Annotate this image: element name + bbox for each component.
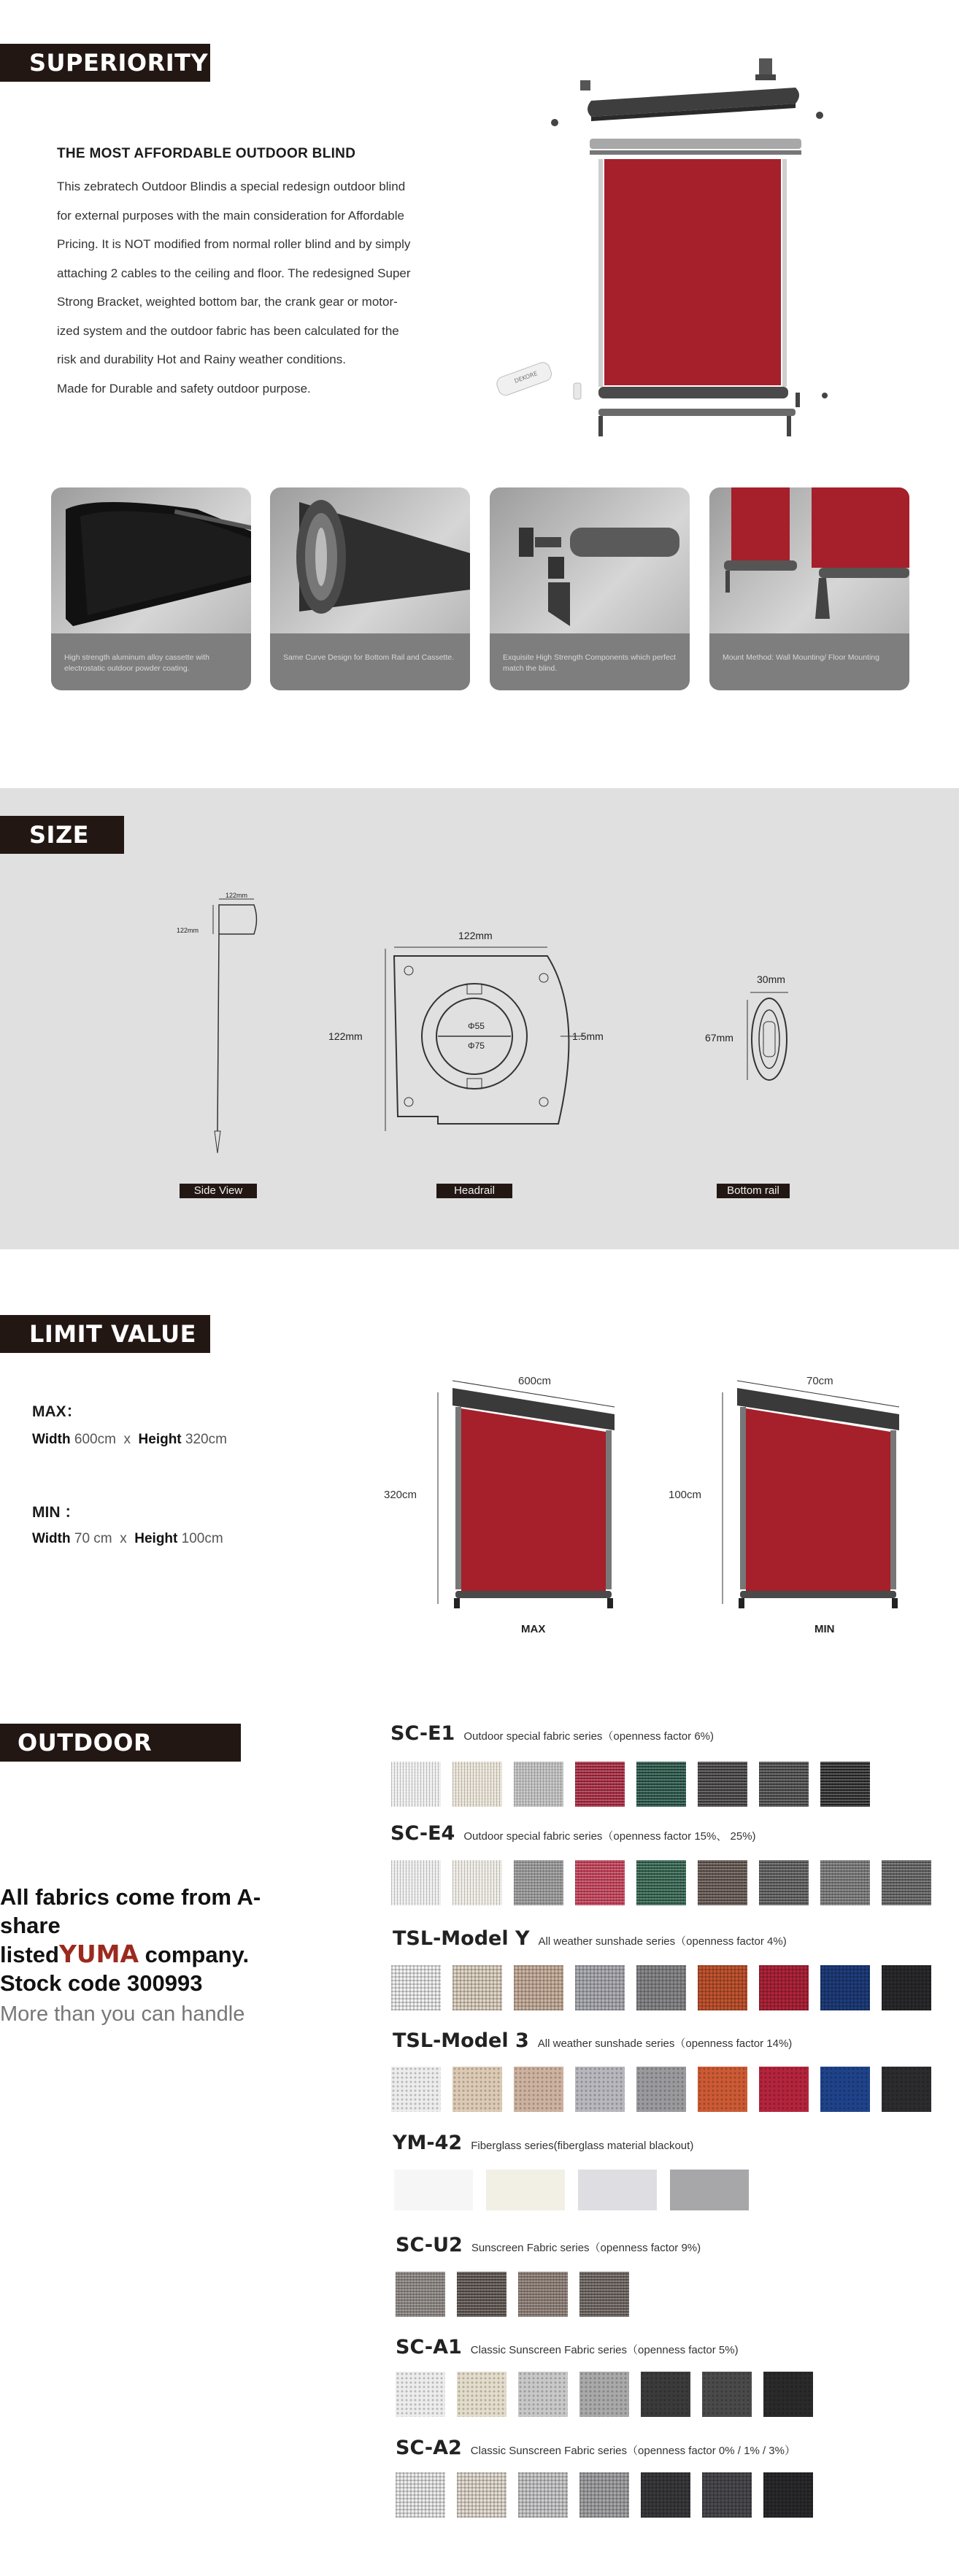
- intro-paragraph: [57, 172, 462, 403]
- intro-line: for external purposes with the main consideration for Affordable: [57, 208, 404, 223]
- fabric-series-code: YM-42: [393, 2132, 463, 2154]
- fabric-origin-line2: listedYUMA company.: [0, 1940, 250, 1968]
- fabric-swatch[interactable]: [575, 2067, 625, 2112]
- fabric-swatch[interactable]: [514, 2067, 563, 2112]
- fabric-swatch[interactable]: [391, 1965, 441, 2010]
- fabric-swatch[interactable]: [636, 1762, 686, 1807]
- fabric-series-description: All weather sunshade series（openness factor 14%): [537, 2037, 793, 2050]
- fabric-series-title: [396, 2234, 701, 2256]
- fabric-swatch[interactable]: [763, 2372, 813, 2417]
- fabric-swatch[interactable]: [759, 1965, 809, 2010]
- fabric-swatch-row: [391, 2067, 943, 2112]
- bottom-rail-height: 67mm: [705, 1032, 733, 1044]
- side-view-label: Side View: [180, 1184, 257, 1198]
- fabric-series-title: [393, 2029, 792, 2052]
- max-height-label: Height: [138, 1432, 182, 1447]
- fabric-series-description: Classic Sunscreen Fabric series（openness factor 0% / 1% / 3%）: [470, 2445, 796, 2457]
- fabric-origin-line1: All fabrics come from A-share: [0, 1884, 261, 1938]
- side-view-height: 122mm: [177, 927, 199, 934]
- fabric-swatch[interactable]: [575, 1860, 625, 1905]
- size-tag: SIZE: [0, 816, 124, 854]
- fabric-swatch[interactable]: [452, 1965, 502, 2010]
- bottom-rail-width: 30mm: [757, 973, 785, 985]
- fabric-swatch[interactable]: [636, 1860, 686, 1905]
- min-height-value: 100cm: [177, 1531, 223, 1546]
- intro-line: Pricing. It is NOT modified from normal roller blind and by simply: [57, 237, 411, 251]
- bottom-rail-drawing: [737, 978, 810, 1095]
- fabric-series-title: [390, 1722, 714, 1745]
- intro-line: Strong Bracket, weighted bottom bar, the crank gear or motor-: [57, 295, 398, 309]
- remote-label: DEKORE: [513, 370, 539, 385]
- max-blind-illustration: [423, 1372, 628, 1635]
- fabric-swatch[interactable]: [514, 1860, 563, 1905]
- intro-line: This zebratech Outdoor Blindis a special redesign outdoor blind: [57, 180, 406, 193]
- fabric-swatch[interactable]: [394, 2170, 473, 2210]
- fabric-swatch-row: [396, 2372, 825, 2417]
- fabric-swatch[interactable]: [578, 2170, 657, 2210]
- side-view-width: 122mm: [226, 892, 248, 899]
- fabric-swatch[interactable]: [396, 2472, 445, 2518]
- max-blind-caption: MAX: [521, 1623, 546, 1635]
- fabric-swatch[interactable]: [759, 2067, 809, 2112]
- fabric-swatch-row: [391, 1965, 943, 2010]
- headrail-inner-diameter: Φ55: [468, 1021, 485, 1031]
- fabric-swatch[interactable]: [702, 2372, 752, 2417]
- fabric-swatch[interactable]: [518, 2372, 568, 2417]
- fabric-swatch[interactable]: [759, 1762, 809, 1807]
- fabric-swatch[interactable]: [636, 2067, 686, 2112]
- min-blind-caption: MIN: [814, 1623, 835, 1635]
- superiority-tag: SUPERIORITY: [0, 44, 210, 82]
- fabric-series-title: [393, 1927, 787, 1950]
- fabric-swatch[interactable]: [579, 2472, 629, 2518]
- fabric-swatch[interactable]: [396, 2272, 445, 2317]
- fabric-swatch[interactable]: [820, 1965, 870, 2010]
- fabric-swatch[interactable]: [457, 2372, 507, 2417]
- max-label: MAX：: [32, 1403, 82, 1420]
- fabric-swatch[interactable]: [391, 1860, 441, 1905]
- max-dimensions: [32, 1432, 227, 1448]
- fabric-swatch[interactable]: [882, 2067, 931, 2112]
- fabric-series-description: Outdoor special fabric series（openness factor 15%、 25%): [463, 1830, 756, 1843]
- fabric-swatch[interactable]: [579, 2272, 629, 2317]
- intro-heading: THE MOST AFFORDABLE OUTDOOR BLIND: [57, 146, 356, 161]
- feature-card-mounting: [709, 487, 909, 690]
- max-height-value: 320cm: [181, 1432, 227, 1447]
- fabric-swatch[interactable]: [670, 2170, 749, 2210]
- fabric-series-code: SC-A1: [396, 2336, 462, 2359]
- fabric-swatch[interactable]: [452, 1860, 502, 1905]
- fabric-series-code: SC-A2: [396, 2437, 462, 2459]
- headrail-outer-diameter: Φ75: [468, 1041, 485, 1051]
- fabric-series-code: TSL-Model 3: [393, 2029, 529, 2052]
- fabric-swatch-row: [394, 2170, 762, 2210]
- max-blind-width: 600cm: [518, 1375, 552, 1387]
- fabric-swatch[interactable]: [698, 2067, 747, 2112]
- feature-caption: Exquisite High Strength Components which perfect match the blind.: [490, 633, 690, 690]
- fabric-swatch-row: [396, 2272, 641, 2317]
- fabric-swatch[interactable]: [575, 1965, 625, 2010]
- fabric-series-description: Outdoor special fabric series（openness factor 6%): [463, 1730, 714, 1743]
- times-sign: x: [123, 1432, 131, 1447]
- fabric-swatch[interactable]: [820, 1762, 870, 1807]
- max-width-label: Width: [32, 1432, 71, 1447]
- fabric-series-code: SC-E1: [390, 1722, 455, 1745]
- min-dimensions: [32, 1531, 223, 1547]
- fabric-swatch[interactable]: [641, 2372, 690, 2417]
- headrail-width: 122mm: [458, 930, 493, 941]
- min-width-value: 70 cm: [70, 1531, 112, 1546]
- fabric-swatch[interactable]: [457, 2472, 507, 2518]
- fabric-series-code: SC-U2: [396, 2234, 463, 2256]
- fabric-swatch[interactable]: [882, 1860, 931, 1905]
- fabric-series-title: [393, 2132, 693, 2154]
- fabric-swatch[interactable]: [452, 1762, 502, 1807]
- fabric-swatch-row: [391, 1860, 943, 1905]
- fabric-swatch[interactable]: [514, 1965, 563, 2010]
- fabric-swatch[interactable]: [820, 2067, 870, 2112]
- feature-caption: High strength aluminum alloy cassette with electrostatic outdoor powder coating.: [51, 633, 251, 690]
- fabric-swatch[interactable]: [641, 2472, 690, 2518]
- fabric-series-description: Sunscreen Fabric series（openness factor 9%): [471, 2242, 701, 2254]
- fabric-swatch[interactable]: [457, 2272, 507, 2317]
- bottom-rail-label: Bottom rail: [717, 1184, 790, 1198]
- min-height-label: Height: [134, 1531, 178, 1546]
- fabric-stock-code: Stock code 300993: [0, 1970, 203, 1996]
- fabric-swatch[interactable]: [820, 1860, 870, 1905]
- feature-card-components: [490, 487, 690, 690]
- limit-value-tag: LIMIT VALUE: [0, 1315, 210, 1353]
- fabric-origin-statement: [0, 1883, 314, 1997]
- headrail-thickness: 1.5mm: [572, 1030, 604, 1042]
- headrail-label: Headrail: [436, 1184, 512, 1198]
- fabric-swatch[interactable]: [452, 2067, 502, 2112]
- fabric-series-code: SC-E4: [390, 1822, 455, 1845]
- max-blind-height: 320cm: [384, 1489, 417, 1501]
- fabric-series-title: [396, 2336, 739, 2359]
- headrail-drawing: [365, 927, 598, 1146]
- intro-line: ized system and the outdoor fabric has been calculated for the: [57, 323, 399, 338]
- feature-caption: Mount Method: Wall Mounting/ Floor Mounting: [709, 633, 909, 690]
- fabric-swatch-row: [396, 2472, 825, 2518]
- fabric-series-description: Classic Sunscreen Fabric series（openness factor 5%): [470, 2344, 739, 2356]
- fabric-swatch[interactable]: [763, 2472, 813, 2518]
- fabric-swatch[interactable]: [391, 1762, 441, 1807]
- fabric-swatch[interactable]: [396, 2372, 445, 2417]
- intro-line: Made for Durable and safety outdoor purpose.: [57, 381, 311, 396]
- fabric-swatch[interactable]: [636, 1965, 686, 2010]
- headrail-height: 122mm: [328, 1030, 363, 1042]
- min-blind-width: 70cm: [806, 1375, 833, 1387]
- fabric-series-description: All weather sunshade series（openness factor 4%): [538, 1935, 787, 1948]
- min-blind-illustration: [708, 1372, 912, 1635]
- fabric-swatch[interactable]: [698, 1860, 747, 1905]
- fabric-series-title: [390, 1822, 756, 1845]
- fabric-swatch[interactable]: [514, 1762, 563, 1807]
- intro-line: attaching 2 cables to the ceiling and floor. The redesigned Super: [57, 266, 411, 280]
- yuma-brand: YUMA: [58, 1940, 139, 1968]
- fabric-swatch[interactable]: [759, 1860, 809, 1905]
- feature-card-cassette: [51, 487, 251, 690]
- exploded-blind-illustration: [482, 36, 847, 445]
- fabric-swatch[interactable]: [579, 2372, 629, 2417]
- feature-caption: Same Curve Design for Bottom Rail and Cassette.: [270, 633, 470, 690]
- fabric-swatch[interactable]: [698, 1965, 747, 2010]
- fabric-swatch[interactable]: [698, 1762, 747, 1807]
- feature-card-bottom-rail: [270, 487, 470, 690]
- fabric-swatch[interactable]: [575, 1762, 625, 1807]
- fabric-tagline: More than you can handle: [0, 2002, 245, 2026]
- max-width-value: 600cm: [70, 1432, 116, 1447]
- times-sign: x: [120, 1531, 127, 1546]
- fabric-series-description: Fiberglass series(fiberglass material blackout): [471, 2140, 694, 2152]
- intro-line: risk and durability Hot and Rainy weather conditions.: [57, 352, 346, 366]
- fabric-swatch[interactable]: [486, 2170, 565, 2210]
- min-label: MIN ：: [32, 1504, 80, 1521]
- fabric-swatch[interactable]: [518, 2272, 568, 2317]
- fabric-series-code: TSL-Model Y: [393, 1927, 530, 1950]
- fabric-swatch[interactable]: [518, 2472, 568, 2518]
- fabric-swatch-row: [391, 1762, 882, 1807]
- fabric-swatch[interactable]: [882, 1965, 931, 2010]
- fabric-swatch[interactable]: [702, 2472, 752, 2518]
- min-width-label: Width: [32, 1531, 71, 1546]
- fabric-series-title: [396, 2437, 796, 2459]
- outdoor-fabric-tag: OUTDOOR FABRIC: [0, 1724, 241, 1762]
- fabric-swatch[interactable]: [391, 2067, 441, 2112]
- min-blind-height: 100cm: [669, 1489, 702, 1501]
